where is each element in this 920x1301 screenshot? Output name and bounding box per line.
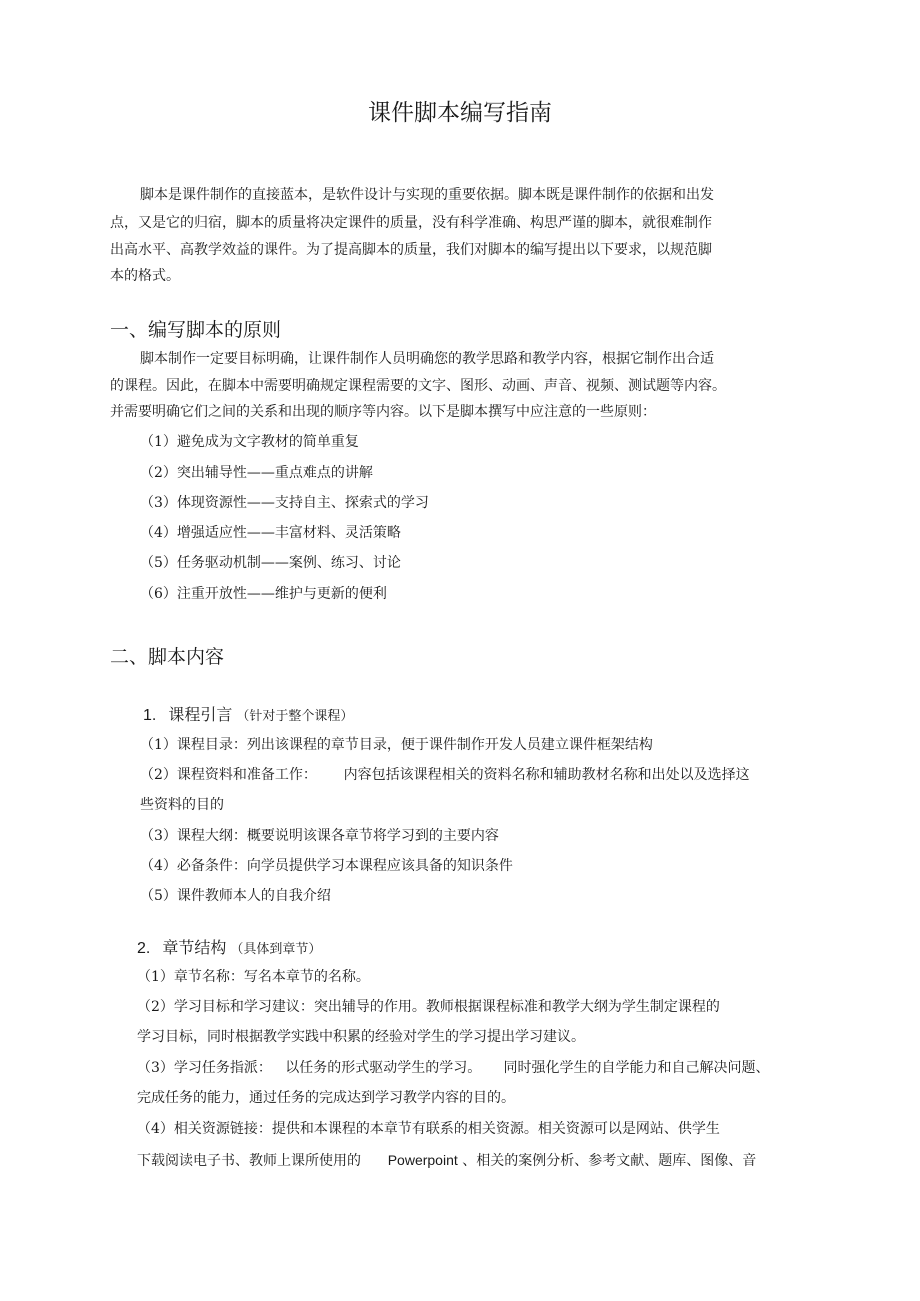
content-item: （4）相关资源链接：提供和本课程的本章节有联系的相关资源。相关资源可以是网站、供学生 (137, 1121, 720, 1137)
intro-line: 点，又是它的归宿，脚本的质量将决定课件的质量，没有科学准确、构思严谨的脚本，就很难制作 (110, 215, 712, 231)
paragraph-line: 的课程。因此，在脚本中需要明确规定课程需要的文字、图形、动画、声音、视频、测试题等内容。 (110, 378, 726, 394)
subsection-note: （针对于整个课程） (236, 709, 354, 724)
intro-line: 出高水平、高教学效益的课件。为了提高脚本的质量，我们对脚本的编写提出以下要求，以规范脚 (110, 242, 712, 258)
text-run: 、相关的案例分析、参考文献、题库、图像、音 (457, 1153, 757, 1169)
subsection-heading (143, 705, 353, 727)
paragraph-line: 脚本制作一定要目标明确，让课件制作人员明确您的教学思路和教学内容，根据它制作出合适 (140, 351, 714, 367)
content-item: （2）学习目标和学习建议：突出辅导的作用。教师根据课程标准和教学大纲为学生制定课程的 (137, 999, 720, 1015)
content-item: （1）章节名称：写名本章节的名称。 (137, 969, 370, 985)
subsection-heading (137, 938, 321, 960)
subsection-note: （具体到章节） (230, 942, 322, 957)
paragraph-line: 并需要明确它们之间的关系和出现的顺序等内容。以下是脚本撰写中应注意的一些原则： (110, 404, 656, 420)
subsection-number: 2. (137, 940, 151, 957)
principle-item: （3）体现资源性——支持自主、探索式的学习 (140, 495, 429, 511)
software-name: Powerpoint (387, 1152, 458, 1168)
subsection-title: 章节结构 (162, 938, 227, 957)
intro-line: 本的格式。 (110, 268, 180, 284)
section-heading: 二、脚本内容 (110, 646, 225, 668)
principle-item: （1）避免成为文字教材的简单重复 (140, 434, 359, 450)
content-item: （4）必备条件：向学员提供学习本课程应该具备的知识条件 (140, 858, 513, 874)
subsection-number: 1. (143, 707, 157, 724)
principle-item: （6）注重开放性——维护与更新的便利 (140, 586, 387, 602)
content-item: （5）课件教师本人的自我介绍 (140, 888, 331, 904)
content-item: （3）学习任务指派： 以任务的形式驱动学生的学习。 同时强化学生的自学能力和自己解决问题、 (137, 1060, 770, 1076)
text-run: 下载阅读电子书、教师上课所使用的 (137, 1153, 388, 1169)
principle-item: （2）突出辅导性——重点难点的讲解 (140, 465, 373, 481)
content-item: 完成任务的能力，通过任务的完成达到学习教学内容的目的。 (137, 1090, 515, 1106)
document-title: 课件脚本编写指南 (368, 100, 552, 126)
section-heading: 一、编写脚本的原则 (110, 319, 282, 341)
principle-item: （4）增强适应性——丰富材料、灵活策略 (140, 525, 401, 541)
principle-item: （5）任务驱动机制——案例、练习、讨论 (140, 555, 401, 571)
intro-line: 脚本是课件制作的直接蓝本，是软件设计与实现的重要依据。脚本既是课件制作的依据和出发 (140, 187, 714, 203)
subsection-title: 课程引言 (168, 705, 233, 724)
content-item: 学习目标，同时根据教学实践中积累的经验对学生的学习提出学习建议。 (137, 1029, 585, 1045)
content-item: （1）课程目录：列出该课程的章节目录，便于课件制作开发人员建立课件框架结构 (140, 737, 653, 753)
content-item: （2）课程资料和准备工作： 内容包括该课程相关的资料名称和辅助教材名称和出处以及选择这 (140, 767, 750, 783)
content-item: （3）课程大纲：概要说明该课各章节将学习到的主要内容 (140, 828, 499, 844)
content-item (137, 1151, 756, 1170)
content-item: 些资料的目的 (140, 797, 224, 813)
